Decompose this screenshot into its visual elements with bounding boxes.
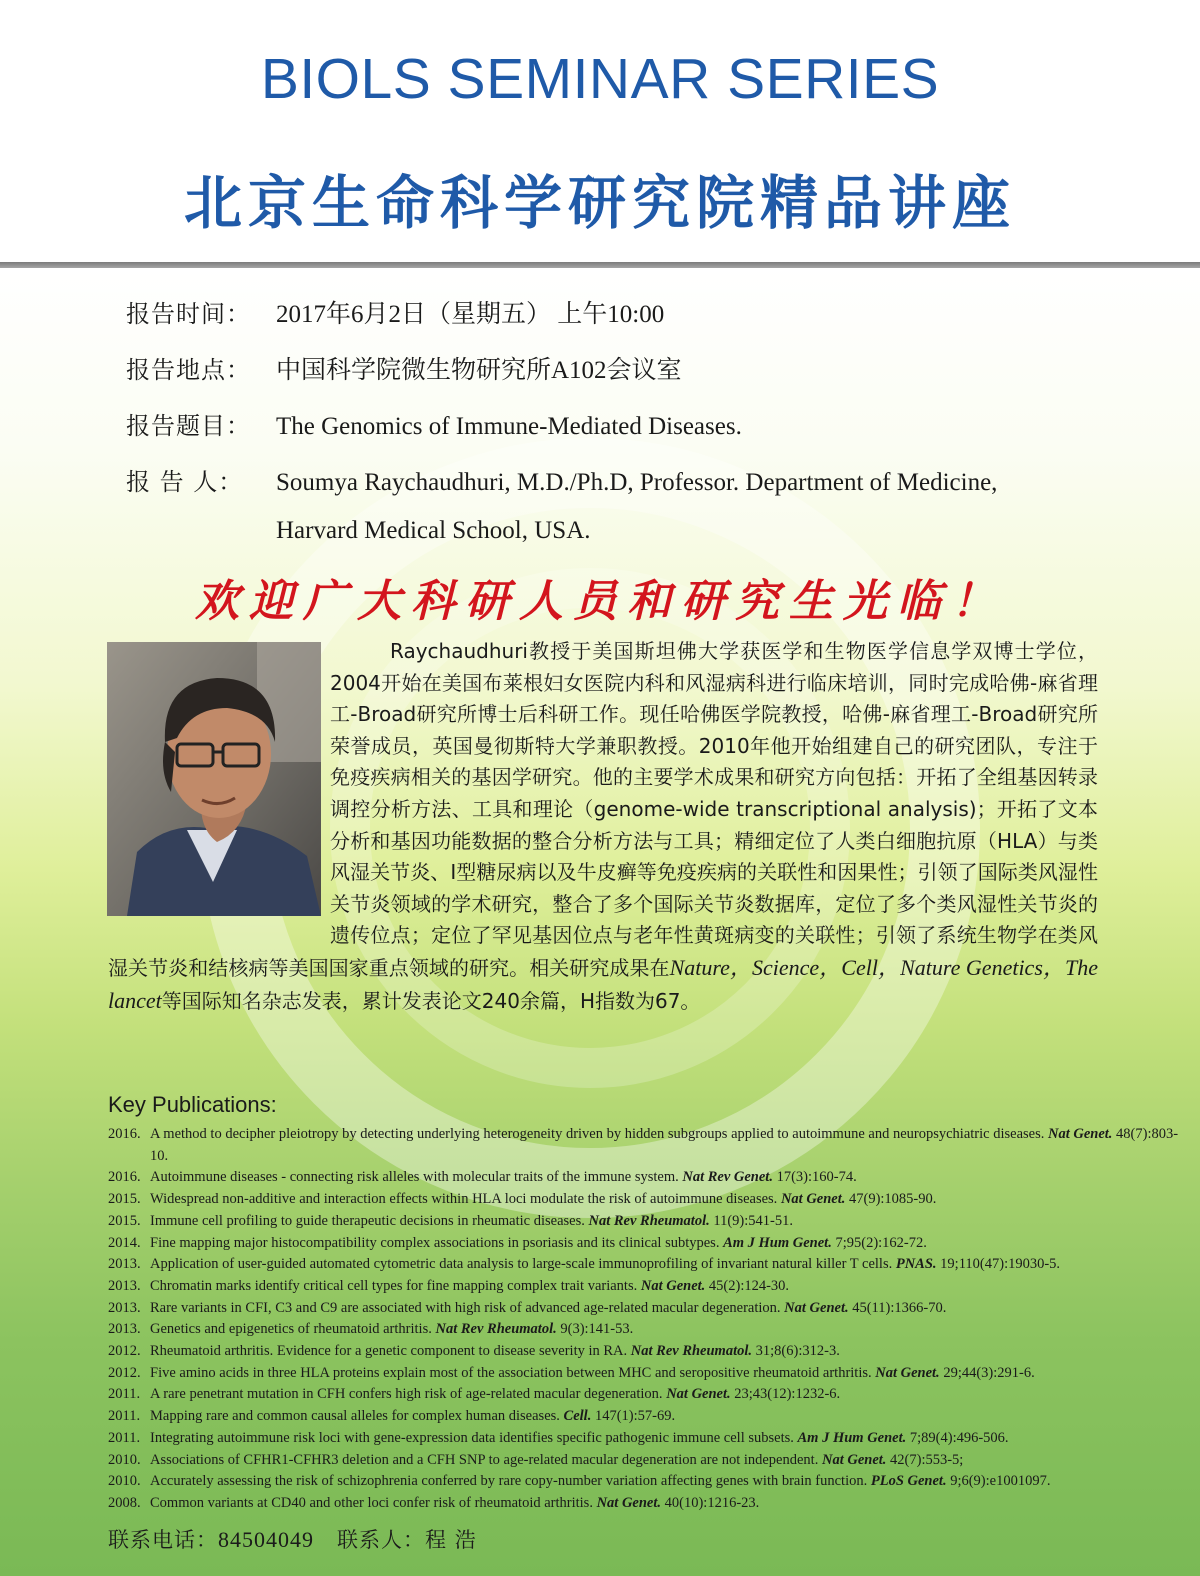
publication-journal: Nat Rev Rheumatol. [588, 1212, 710, 1229]
info-place [126, 350, 682, 386]
publication-title: Rare variants in CFI, C3 and C9 are associated with high risk of advanced age-related macular degeneration. [150, 1299, 785, 1316]
publication-item [108, 1450, 1188, 1472]
publication-year: 2012. [108, 1364, 141, 1381]
place-value: 中国科学院微生物研究所A102会议室 [276, 357, 682, 384]
speaker-bio [108, 636, 1098, 1017]
info-speaker [126, 462, 997, 497]
bio-text-2: 等国际知名杂志发表，累计发表论文240余篇，H指数为67。 [161, 988, 701, 1013]
publication-year: 2015. [108, 1212, 141, 1229]
publication-year: 2013. [108, 1256, 141, 1273]
publication-item [108, 1341, 1188, 1363]
publication-year: 2014. [108, 1234, 141, 1251]
publication-item [108, 1276, 1188, 1298]
speaker-label: 报 告 人： [126, 468, 244, 496]
publication-title: Integrating autoimmune risk loci with gene-expression data identifies specific pathogenic immune cell subsets. [150, 1429, 798, 1446]
publication-journal: Nat Genet. [784, 1299, 849, 1316]
publication-item [108, 1189, 1188, 1211]
publication-year: 2012. [108, 1343, 141, 1360]
publication-year: 2011. [108, 1408, 141, 1425]
publication-journal: Nat Rev Rheumatol. [435, 1321, 557, 1338]
publication-item [108, 1211, 1188, 1233]
publications-list [108, 1124, 1188, 1515]
publication-citation: 48(7):803-10. [150, 1126, 1179, 1164]
publication-journal: PLoS Genet. [870, 1473, 947, 1490]
publications-heading: Key Publications: [108, 1092, 277, 1117]
topic-label: 报告题目： [126, 412, 251, 440]
publication-journal: Nat Rev Genet. [682, 1169, 773, 1186]
publication-title: Immune cell profiling to guide therapeutic decisions in rheumatic diseases. [150, 1212, 589, 1229]
publication-title: Rheumatoid arthritis. Evidence for a genetic component to disease severity in RA. [150, 1343, 631, 1360]
publication-citation: 19;110(47):19030-5. [936, 1256, 1061, 1273]
publication-journal: Am J Hum Genet. [723, 1234, 832, 1251]
publication-title: A method to decipher pleiotropy by detecting underlying heterogeneity driven by hidden subgroups applied to autoimmune and neuropsychiatric diseases. [150, 1126, 1048, 1142]
publication-item [108, 1406, 1188, 1428]
publication-item [108, 1493, 1188, 1515]
publication-citation: 45(2):124-30. [705, 1277, 790, 1294]
contact-person: 程 浩 [425, 1528, 477, 1552]
phone-label: 联系电话： [108, 1528, 218, 1552]
contact-person-label: 联系人： [337, 1528, 426, 1552]
publication-title: Autoimmune diseases - connecting risk alleles with molecular traits of the immune system. [150, 1169, 683, 1186]
publication-item [108, 1471, 1188, 1493]
publication-title: Accurately assessing the risk of schizophrenia conferred by rare copy-number variation affecting genes with brain function. [150, 1473, 871, 1490]
publication-item [108, 1428, 1188, 1450]
publication-citation: 40(10):1216-23. [661, 1494, 760, 1511]
publication-title: A rare penetrant mutation in CFH confers high risk of age-related macular degeneration. [150, 1386, 667, 1403]
info-time [126, 294, 664, 330]
welcome-banner: 欢迎广大科研人员和研究生光临！ [195, 576, 1005, 627]
publication-title: Chromatin marks identify critical cell types for fine mapping complex trait variants. [150, 1277, 641, 1294]
publication-citation: 7;89(4):496-506. [906, 1429, 1009, 1446]
bio-journals: Nature，Science，Cell，Nature Genetics，The lancet [108, 954, 1098, 1013]
publication-year: 2013. [108, 1321, 141, 1338]
publication-citation: 147(1):57-69. [591, 1408, 676, 1425]
series-title-cn: 北京生命科学研究院精品讲座 [183, 169, 1016, 237]
publication-citation: 47(9):1085-90. [845, 1191, 937, 1208]
publication-citation: 42(7):553-5; [886, 1451, 964, 1468]
publication-journal: Nat Genet. [666, 1386, 731, 1403]
bio-text-1: Raychaudhuri教授于美国斯坦佛大学获医学和生物医学信息学双博士学位，2004开始在美国布莱根妇女医院内科和风湿病科进行临床培训，同时完成哈佛-麻省理工-Broad研究所博士后科研工作。现任哈佛医学院教授，哈佛-麻省理工-Broad研究所荣誉成员，英国曼彻斯特大学兼职教授。2010年他开始组建自己的研究团队，专注于免疫疾病相关的基因学研究。他的主要学术成果和研究方向包括：开拓了全组基因转录调控分析方法、工具和理论（genome-wide transcriptional analysis)；开拓了文本分析和基因功能数据的整合分析方法与工具；精细定位了人类白细胞抗原（HLA）与类风湿关节炎、I型糖尿病以及牛皮癣等免疫疾病的关联性和因果性；引领了国际类风湿性关节炎领域的学术研究，整合了多个国际关节炎数据库，定位了多个类风湿性关节炎的遗传位点；定位了罕见基因位点与老年性黄斑病变的关联性；引领了系统生物学在类风湿关节炎和结核病等美国国家重点领域的研究。相关研究成果在 [108, 639, 1098, 980]
publication-title: Common variants at CD40 and other loci confer risk of rheumatoid arthritis. [150, 1494, 597, 1511]
publication-journal: Nat Genet. [821, 1451, 887, 1468]
publication-journal: Nat Genet. [875, 1364, 940, 1381]
publication-citation: 29;44(3):291-6. [939, 1364, 1035, 1381]
info-speaker-affiliation [276, 516, 591, 545]
poster-header [0, 0, 1200, 262]
publication-title: Mapping rare and common causal alleles for complex human diseases. [150, 1408, 564, 1425]
phone-number: 84504049 [218, 1527, 314, 1552]
publication-citation: 9;6(9):e1001097. [946, 1473, 1051, 1490]
publication-item [108, 1167, 1188, 1189]
photo-spacer [108, 636, 330, 922]
speaker-value: Soumya Raychaudhuri, M.D./Ph.D, Professor. Department of Medicine, [276, 469, 998, 496]
publication-journal: Nat Genet. [640, 1277, 706, 1294]
publication-year: 2016. [108, 1126, 141, 1142]
publication-citation: 23;43(12):1232-6. [730, 1386, 841, 1403]
publication-journal: Nat Genet. [1047, 1126, 1113, 1142]
speaker-value-2: Harvard Medical School, USA. [276, 517, 591, 544]
time-value: 2017年6月2日（星期五） 上午10:00 [276, 301, 665, 328]
publication-citation: 11(9):541-51. [709, 1212, 793, 1229]
publication-citation: 17(3):160-74. [772, 1169, 857, 1186]
publication-item [108, 1254, 1188, 1276]
publication-title: Fine mapping major histocompatibility complex associations in psoriasis and its clinical subtypes. [150, 1234, 724, 1251]
publication-item [108, 1298, 1188, 1320]
publication-title: Genetics and epigenetics of rheumatoid arthritis. [150, 1321, 436, 1338]
publication-year: 2013. [108, 1299, 141, 1316]
publication-citation: 7;95(2):162-72. [831, 1234, 927, 1251]
publication-item [108, 1124, 1188, 1167]
publication-year: 2013. [108, 1277, 141, 1294]
publication-citation: 45(11):1366-70. [848, 1299, 947, 1316]
publication-title: Associations of CFHR1-CFHR3 deletion and a CFH SNP to age-related macular degeneration are not independent. [150, 1451, 822, 1468]
info-topic [126, 406, 742, 441]
publication-year: 2015. [108, 1191, 141, 1208]
publication-title: Five amino acids in three HLA proteins explain most of the association between MHC and seropositive rheumatoid arthritis. [150, 1364, 876, 1381]
publication-year: 2008. [108, 1494, 141, 1511]
publication-journal: Am J Hum Genet. [797, 1429, 907, 1446]
publication-journal: Nat Rev Rheumatol. [630, 1343, 753, 1360]
publication-year: 2010. [108, 1451, 141, 1468]
topic-value: The Genomics of Immune-Mediated Diseases. [276, 413, 742, 440]
publication-year: 2016. [108, 1169, 141, 1186]
time-label: 报告时间： [126, 300, 251, 328]
place-label: 报告地点： [126, 356, 251, 384]
series-title-en: BIOLS SEMINAR SERIES [260, 47, 940, 111]
publication-journal: Nat Genet. [780, 1191, 846, 1208]
publication-journal: Nat Genet. [596, 1494, 662, 1511]
publication-journal: Cell. [563, 1408, 592, 1425]
publication-year: 2011. [108, 1429, 141, 1446]
contact-line [108, 1524, 477, 1554]
publication-title: Application of user-guided automated cytometric data analysis to large-scale immunoprofiling of invariant natural killer T cells. [150, 1256, 896, 1273]
publication-item [108, 1384, 1188, 1406]
publication-citation: 31;8(6):312-3. [752, 1343, 840, 1360]
publication-year: 2010. [108, 1473, 141, 1490]
publication-journal: PNAS. [895, 1256, 937, 1273]
publication-item [108, 1233, 1188, 1255]
publication-item [108, 1363, 1188, 1385]
publication-year: 2011. [108, 1386, 141, 1403]
publication-item [108, 1319, 1188, 1341]
publication-title: Widespread non-additive and interaction effects within HLA loci modulate the risk of autoimmune diseases. [150, 1191, 781, 1208]
publication-citation: 9(3):141-53. [556, 1321, 634, 1338]
